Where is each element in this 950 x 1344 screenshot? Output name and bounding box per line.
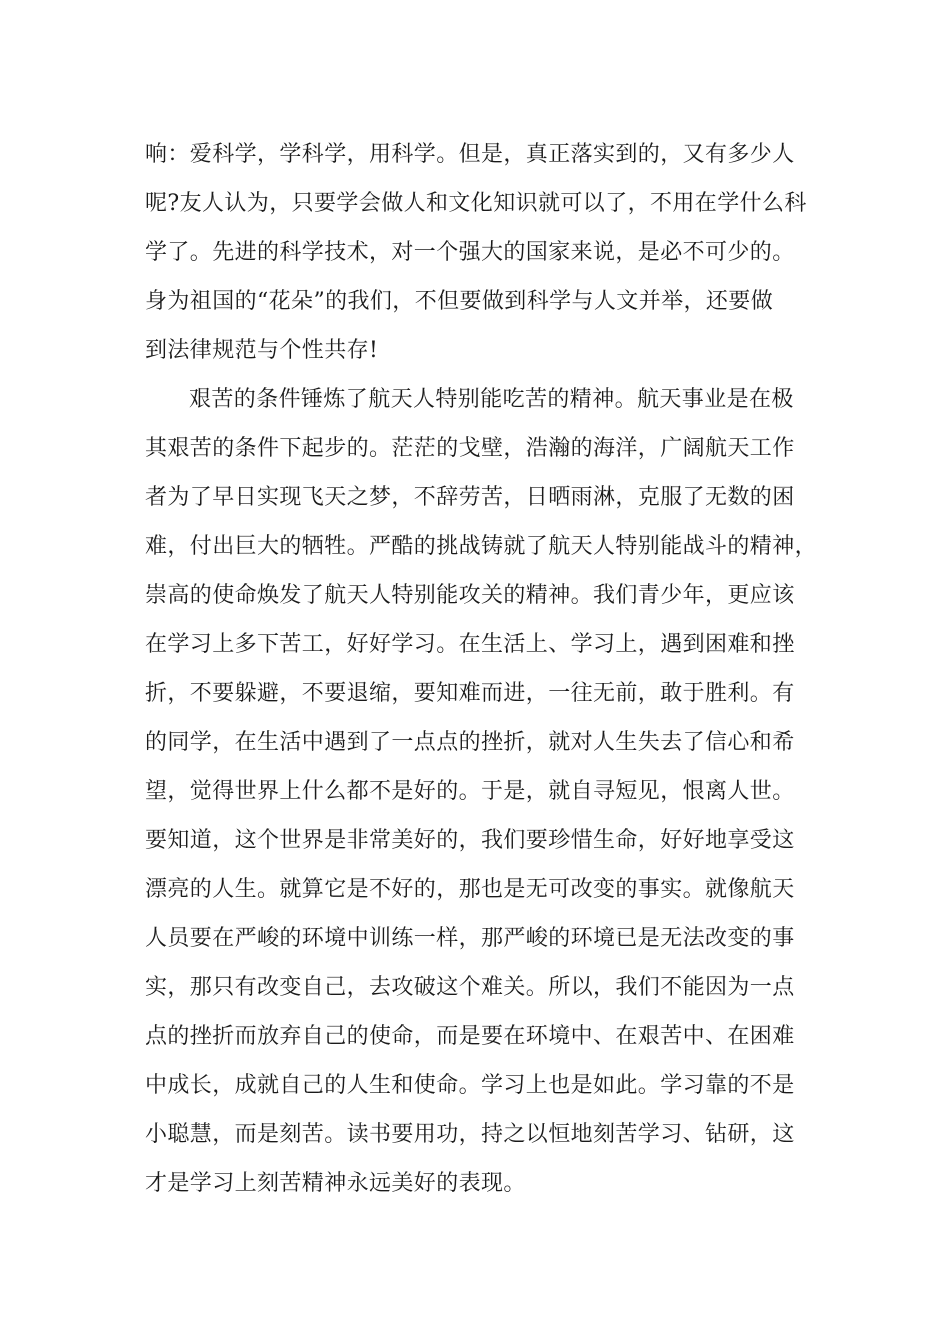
text-line: 响：爱科学，学科学，用科学。但是，真正落实到的，又有多少人 — [145, 142, 795, 167]
text-line: 在学习上多下苦工，好好学习。在生活上、学习上，遇到困难和挫 — [145, 632, 795, 657]
document-body — [145, 130, 818, 1208]
text-line: 中成长，成就自己的人生和使命。学习上也是如此。学习靠的不是 — [145, 1073, 795, 1098]
text-line: 才是学习上刻苦精神永远美好的表现。 — [145, 1171, 526, 1196]
text-line: 折，不要躲避，不要退缩，要知难而进，一往无前，敢于胜利。有 — [145, 681, 795, 706]
text-line: 到法律规范与个性共存! — [145, 338, 379, 363]
text-line: 实，那只有改变自己，去攻破这个难关。所以，我们不能因为一点 — [145, 975, 795, 1000]
text-line: 小聪慧，而是刻苦。读书要用功，持之以恒地刻苦学习、钻研，这 — [145, 1122, 795, 1147]
text-line: 难，付出巨大的牺牲。严酷的挑战铸就了航天人特别能战斗的精神， — [145, 534, 818, 559]
text-line: 身为祖国的“花朵”的我们，不但要做到科学与人文并举，还要做 — [145, 289, 774, 314]
text-line: 望，觉得世界上什么都不是好的。于是，就自寻短见，恨离人世。 — [145, 779, 795, 804]
text-line: 的同学，在生活中遇到了一点点的挫折，就对人生失去了信心和希 — [145, 730, 795, 755]
text-line: 崇高的使命焕发了航天人特别能攻关的精神。我们青少年，更应该 — [145, 583, 795, 608]
paragraph-1 — [145, 130, 815, 375]
paragraph-2 — [145, 375, 818, 1208]
text-line: 学了。先进的科学技术，对一个强大的国家来说，是必不可少的。 — [145, 240, 795, 265]
text-line: 者为了早日实现飞天之梦，不辞劳苦，日晒雨淋，克服了无数的困 — [145, 485, 795, 510]
text-line: 呢?友人认为，只要学会做人和文化知识就可以了，不用在学什么科 — [145, 191, 807, 216]
text-line: 漂亮的人生。就算它是不好的，那也是无可改变的事实。就像航天 — [145, 877, 795, 902]
text-line: 艰苦的条件锤炼了航天人特别能吃苦的精神。航天事业是在极 — [189, 387, 794, 412]
text-line: 人员要在严峻的环境中训练一样，那严峻的环境已是无法改变的事 — [145, 926, 795, 951]
text-line: 点的挫折而放弃自己的使命，而是要在环境中、在艰苦中、在困难 — [145, 1024, 795, 1049]
text-line: 要知道，这个世界是非常美好的，我们要珍惜生命，好好地享受这 — [145, 828, 795, 853]
text-line: 其艰苦的条件下起步的。茫茫的戈壁，浩瀚的海洋，广阔航天工作 — [145, 436, 795, 461]
